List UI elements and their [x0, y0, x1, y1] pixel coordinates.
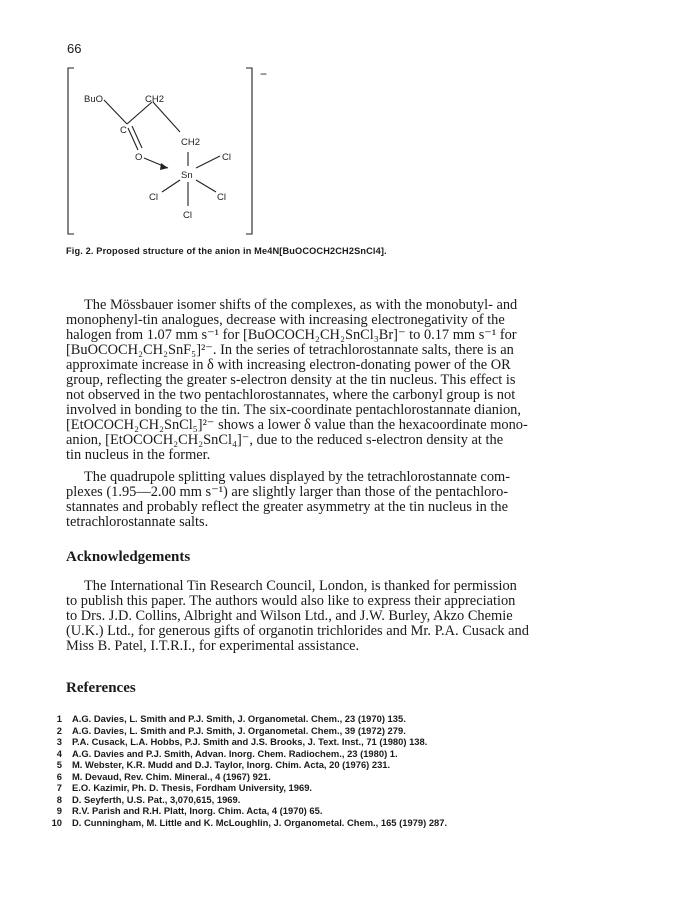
anion-charge: − — [260, 67, 268, 81]
references-heading: References — [66, 680, 136, 696]
label-buo: BuO — [84, 94, 104, 105]
label-cl-right-lower: Cl — [217, 192, 226, 203]
text-line: The Mössbauer isomer shifts of the complexes, as with the monobutyl- and — [84, 297, 518, 313]
bond-c-ch2 — [127, 102, 152, 124]
bond-sn-cl-upper — [196, 156, 220, 168]
bond-ch2-ch2 — [153, 102, 180, 132]
text-line: tin nucleus in the former. — [66, 447, 211, 463]
reference-number: 5 — [56, 759, 62, 770]
reference-item — [48, 748, 398, 759]
reference-text: M. Devaud, Rev. Chim. Mineral., 4 (1967) 921. — [72, 770, 271, 782]
text-line: tetrachlorostannate salts. — [66, 514, 209, 530]
reference-item — [48, 771, 271, 782]
label-ch2-top: CH2 — [145, 94, 165, 105]
text-line: to publish this paper. The authors would also like to express their appreciation — [66, 593, 516, 609]
text-line: The quadrupole splitting values displayed by the tetrachlorostannate com- — [84, 469, 510, 485]
bond-arrowhead — [160, 163, 168, 170]
reference-number: 9 — [56, 805, 62, 816]
page-number: 66 — [67, 41, 82, 56]
reference-text: E.O. Kazimir, Ph. D. Thesis, Fordham University, 1969. — [72, 782, 313, 793]
paragraph-acknowledgements — [66, 579, 598, 659]
bond-sn-cl-left — [162, 180, 180, 192]
text-line: stannates and probably reflect the greater asymmetry at the tin nucleus in the — [66, 499, 508, 515]
text-line: to Drs. J.D. Collins, Albright and Wilson Ltd., and J.W. Burley, Akzo Chemie — [66, 608, 513, 624]
label-cl-bottom: Cl — [183, 210, 192, 221]
acknowledgements-heading: Acknowledgements — [66, 549, 191, 565]
reference-text: A.G. Davies, L. Smith and P.J. Smith, J. Organometal. Chem., 39 (1972) 279. — [72, 724, 406, 736]
reference-number: 10 — [51, 816, 62, 828]
bracket-left-top — [68, 68, 74, 78]
label-cl-left: Cl — [149, 192, 158, 203]
reference-number: 2 — [56, 724, 62, 736]
reference-number: 1 — [56, 713, 62, 724]
label-o: O — [135, 152, 143, 163]
reference-text: M. Webster, K.R. Mudd and D.J. Taylor, Inorg. Chim. Acta, 20 (1976) 231. — [72, 759, 391, 770]
reference-item — [48, 725, 406, 736]
reference-text: A.G. Davies, L. Smith and P.J. Smith, J. Organometal. Chem., 23 (1970) 135. — [72, 713, 406, 724]
structure-diagram — [60, 64, 290, 242]
text-line: involved in bonding to the tin. The six-coordinate pentachlorostannate dianion, — [66, 402, 521, 418]
text-line: group, reflecting the greater s-electron density at the tin nucleus. This effect is — [66, 372, 516, 388]
reference-number: 6 — [56, 770, 62, 782]
bracket-left — [68, 78, 74, 234]
text-line: [EtOCOCH₂CH₂SnCl₅]²⁻ shows a lower δ value than the hexacoordinate mono- — [66, 417, 528, 433]
reference-number: 3 — [56, 736, 62, 747]
bracket-right — [246, 68, 252, 234]
text-line: approximate increase in δ with increasing electron-donating power of the OR — [66, 357, 511, 373]
reference-item — [48, 794, 240, 805]
reference-item — [48, 817, 447, 828]
text-line: not observed in the two pentachlorostannates, where the carbonyl group is not — [66, 387, 516, 403]
text-line: monophenyl-tin analogues, decrease with increasing electronegativity of the — [66, 312, 505, 328]
text-line: [BuOCOCH₂CH₂SnF₅]²⁻. In the series of tetrachlorostannate salts, there is an — [66, 342, 514, 358]
bond-c-o-2 — [132, 126, 142, 148]
text-line: (U.K.) Ltd., for generous gifts of organotin trichlorides and Mr. P.A. Cusack and — [66, 623, 529, 639]
reference-text: A.G. Davies and P.J. Smith, Advan. Inorg. Chem. Radiochem., 23 (1980) 1. — [72, 747, 398, 759]
reference-number: 8 — [56, 793, 62, 805]
reference-item — [48, 736, 427, 747]
reference-number: 4 — [56, 747, 62, 759]
bond-sn-cl-lower — [196, 180, 216, 192]
text-line: plexes (1.95—2.00 mm s⁻¹) are slightly larger than those of the pentachloro- — [66, 484, 509, 500]
bond-c-o-1 — [128, 128, 138, 150]
reference-item — [48, 782, 312, 793]
text-line: anion, [EtOCOCH₂CH₂SnCl₄]⁻, due to the reduced s-electron density at the — [66, 432, 504, 448]
reference-text: D. Seyferth, U.S. Pat., 3,070,615, 1969. — [72, 793, 241, 805]
figure-caption: Fig. 2. Proposed structure of the anion in Me4N[BuOCOCH2CH2SnCl4]. — [66, 246, 387, 256]
label-ch2-mid: CH2 — [181, 137, 201, 148]
reference-text: P.A. Cusack, L.A. Hobbs, P.J. Smith and J.S. Brooks, J. Text. Inst., 71 (1980) 138. — [72, 736, 428, 747]
paragraph-quadrupole — [66, 470, 598, 534]
reference-item — [48, 759, 390, 770]
text-line: The International Tin Research Council, London, is thanked for permission — [84, 578, 517, 594]
reference-item — [48, 805, 322, 816]
label-sn: Sn — [181, 170, 193, 181]
reference-text: D. Cunningham, M. Little and K. McLoughlin, J. Organometal. Chem., 165 (1979) 287. — [72, 816, 448, 828]
text-line: Miss B. Patel, I.T.R.I., for experimental assistance. — [66, 638, 360, 654]
text-line: halogen from 1.07 mm s⁻¹ for [BuOCOCH₂CH₂SnCl₃Br]⁻ to 0.17 mm s⁻¹ for — [66, 327, 517, 343]
reference-text: R.V. Parish and R.H. Platt, Inorg. Chim. Acta, 4 (1970) 65. — [72, 805, 323, 816]
label-cl-right-upper: Cl — [222, 152, 231, 163]
reference-item — [48, 713, 406, 724]
label-c: C — [120, 125, 127, 136]
paragraph-mossbauer — [66, 298, 598, 468]
bond-buo-c — [104, 100, 127, 124]
reference-number: 7 — [56, 782, 62, 793]
structure-figure — [60, 64, 290, 242]
